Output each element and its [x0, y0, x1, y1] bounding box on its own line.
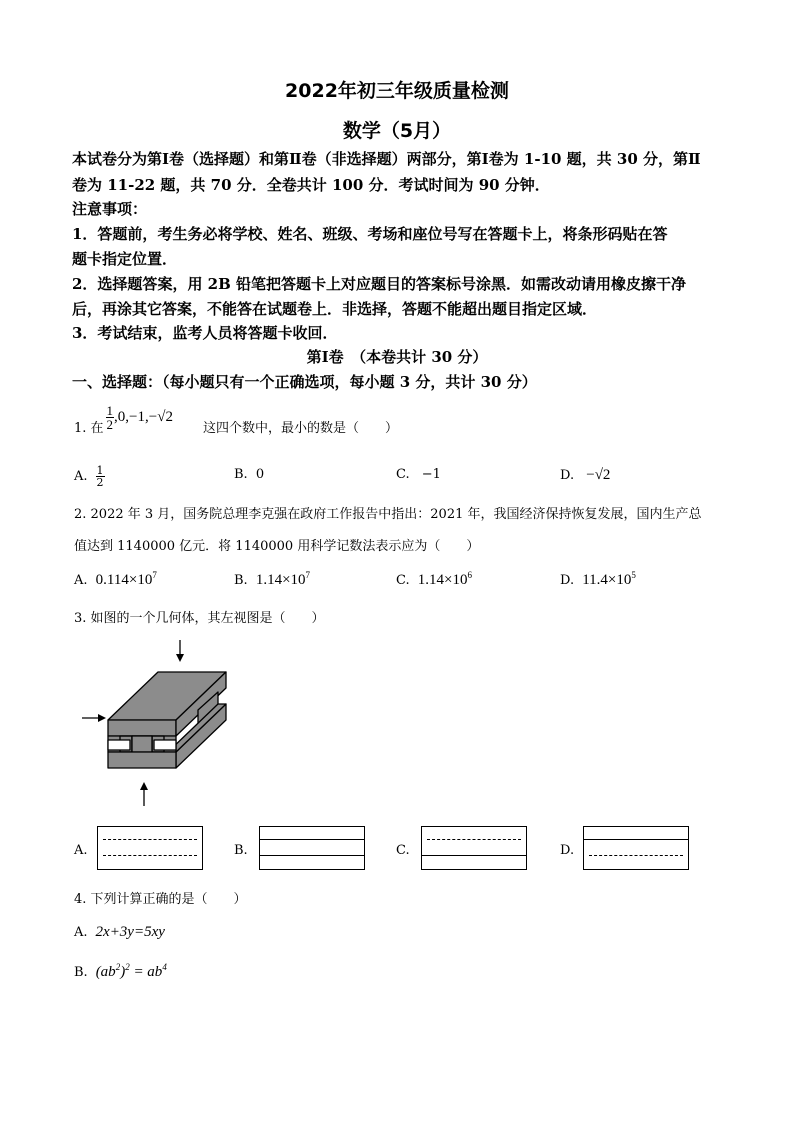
option-letter: A. [74, 469, 88, 484]
expr-base: (ab [95, 964, 116, 980]
frac-den: 2 [96, 476, 104, 489]
q4-stem: 4. 下列计算正确的是（ ） [74, 892, 247, 907]
hidden-line [103, 839, 197, 840]
visible-line [260, 855, 364, 856]
q2-option-c[interactable] [396, 570, 472, 589]
option-letter: C. [396, 573, 410, 588]
frac-num: 1 [96, 464, 104, 477]
visible-line [584, 839, 688, 840]
note-1a: 1．答题前，考生务必将学校、姓名、班级、考场和座位号写在答题卡上，将条形码贴在答 [72, 225, 668, 243]
intro-line-2: 卷为 11-22 题，共 70 分．全卷共计 100 分．考试时间为 90 分钟． [72, 176, 550, 194]
option-text: −1 [421, 467, 441, 482]
option-expression [96, 962, 167, 981]
page-subtitle: 数学（5月） [342, 120, 452, 142]
expr-exponent: 2 [125, 962, 130, 972]
note-2b: 后，再涂其它答案，不能答在试题卷上．非选择，答题不能超出题目指定区域． [72, 300, 598, 318]
q3-geometry-figure [76, 636, 246, 812]
q3-option-c-figure[interactable] [421, 826, 527, 870]
q3-option-c-letter[interactable]: C. [396, 843, 410, 858]
q1-nums-rest: ,0,−1,−√2 [114, 408, 173, 425]
expr-paren: ) [120, 964, 126, 980]
option-base: 11.4×10 [582, 572, 632, 588]
option-letter: D. [560, 573, 575, 588]
page-title: 2022年初三年级质量检测 [285, 80, 509, 102]
q2-option-d[interactable] [560, 570, 636, 589]
option-text: −√2 [586, 467, 611, 483]
left-view-arrow [82, 714, 106, 722]
intro-line-1: 本试卷分为第Ⅰ卷（选择题）和第Ⅱ卷（非选择题）两部分，第Ⅰ卷为 1-10 题，共 30 分，第Ⅱ [72, 150, 701, 168]
q4-option-a[interactable] [74, 924, 165, 941]
q1-frac-den: 2 [106, 416, 114, 432]
q3-option-b-letter[interactable]: B. [234, 843, 248, 858]
q1-stem [74, 402, 398, 446]
q1-option-c[interactable] [396, 467, 441, 482]
i-beam-solid [108, 672, 226, 768]
option-letter: A. [74, 573, 88, 588]
option-exponent: 7 [152, 570, 157, 580]
q2-option-a[interactable] [74, 570, 157, 589]
q3-option-a-figure[interactable] [97, 826, 203, 870]
option-base: 1.14×10 [417, 572, 468, 588]
option-exponent: 5 [631, 570, 636, 580]
top-view-arrow [176, 640, 184, 662]
q2-line-2: 值达到 1140000 亿元．将 1140000 用科学记数法表示应为（ ） [74, 539, 480, 554]
q1-numbers [106, 404, 173, 431]
option-base: 1.14×10 [255, 572, 306, 588]
notes-title: 注意事项： [72, 200, 148, 218]
q3-option-d-letter[interactable]: D. [560, 843, 575, 858]
hidden-line [103, 855, 197, 856]
q2-option-b[interactable] [234, 570, 310, 589]
option-letter: B. [234, 573, 248, 588]
q2-line-1: 2. 2022 年 3 月，国务院总理李克强在政府工作报告中指出：2021 年，我国经济保持恢复发展，国内生产总 [74, 507, 702, 522]
hidden-line [427, 839, 521, 840]
option-exponent: 6 [467, 570, 472, 580]
note-1b: 题卡指定位置． [72, 250, 178, 268]
q3-option-d-figure[interactable] [583, 826, 689, 870]
q1-option-d[interactable] [560, 467, 610, 484]
option-letter: B. [234, 467, 248, 482]
option-exponent: 7 [305, 570, 311, 580]
option-letter: B. [74, 965, 88, 980]
option-text: 0 [255, 467, 265, 482]
q1-option-a[interactable] [74, 465, 105, 488]
option-expression: 2x+3y=5xy [95, 924, 165, 940]
q1-prefix: 1. 在 [74, 420, 104, 436]
option-letter: D. [560, 468, 575, 483]
q4-option-b[interactable] [74, 962, 167, 981]
part-title: 第Ⅰ卷 （本卷共计 30 分） [306, 348, 488, 366]
option-letter: A. [74, 925, 88, 940]
q1-frac-num: 1 [106, 402, 114, 418]
option-letter: C. [396, 467, 410, 482]
q3-stem: 3. 如图的一个几何体，其左视图是（ ） [74, 611, 325, 626]
visible-line [422, 855, 526, 856]
option-base: 0.114×10 [95, 572, 153, 588]
q1-option-b[interactable] [234, 467, 264, 482]
expr-exponent: 4 [162, 962, 167, 972]
visible-line [260, 839, 364, 840]
note-2a: 2．选择题答案，用 2B 铅笔把答题卡上对应题目的答案标号涂黑．如需改动请用橡皮擦干净 [72, 275, 687, 293]
q3-option-b-figure[interactable] [259, 826, 365, 870]
q1-suffix: 这四个数中，最小的数是（ ） [202, 420, 398, 436]
q3-option-a-letter[interactable]: A. [74, 843, 88, 858]
q1-fraction [106, 404, 115, 431]
note-3: 3．考试结束，监考人员将答题卡收回． [72, 324, 338, 342]
expr-rhs: = ab [129, 964, 163, 980]
expr-exponent: 2 [115, 962, 121, 972]
hidden-line [589, 855, 683, 856]
q1-option-a-fraction [96, 465, 105, 488]
choice-section-title: 一、选择题：（每小题只有一个正确选项，每小题 3 分，共计 30 分） [72, 373, 537, 391]
bottom-view-arrow [140, 782, 148, 806]
